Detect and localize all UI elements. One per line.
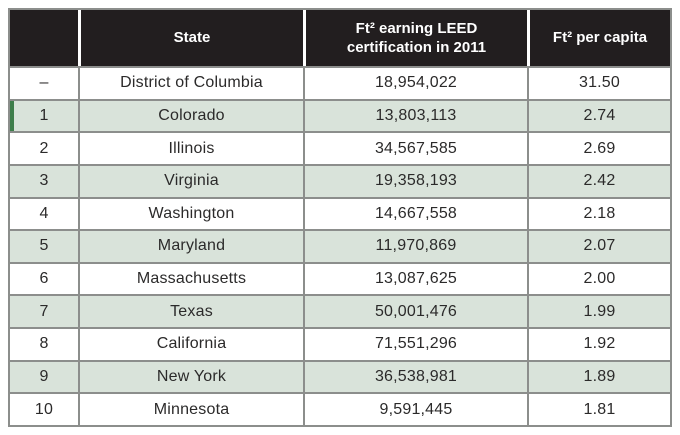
state-cell: District of Columbia <box>78 66 303 99</box>
per-capita-cell: 2.18 <box>527 197 670 230</box>
per-capita-cell: 1.99 <box>527 294 670 327</box>
per-capita-cell: 1.92 <box>527 327 670 360</box>
per-capita-cell: 2.74 <box>527 99 670 132</box>
rank-cell: 2 <box>10 131 78 164</box>
rank-cell: – <box>10 66 78 99</box>
per-capita-cell: 2.69 <box>527 131 670 164</box>
rank-cell: 9 <box>10 360 78 393</box>
state-cell: Maryland <box>78 229 303 262</box>
state-cell: Texas <box>78 294 303 327</box>
sqft-cell: 14,667,558 <box>303 197 527 230</box>
sqft-cell: 19,358,193 <box>303 164 527 197</box>
state-cell: Colorado <box>78 99 303 132</box>
state-cell: Virginia <box>78 164 303 197</box>
leed-certification-table <box>8 8 672 427</box>
rank-cell: 6 <box>10 262 78 295</box>
rank-cell: 5 <box>10 229 78 262</box>
state-cell: California <box>78 327 303 360</box>
rank-cell: 3 <box>10 164 78 197</box>
state-cell: Massachusetts <box>78 262 303 295</box>
header-state: State <box>78 10 303 66</box>
state-cell: Illinois <box>78 131 303 164</box>
rank-cell: 7 <box>10 294 78 327</box>
sqft-cell: 34,567,585 <box>303 131 527 164</box>
per-capita-cell: 31.50 <box>527 66 670 99</box>
rank-cell: 10 <box>10 392 78 425</box>
per-capita-cell: 2.00 <box>527 262 670 295</box>
sqft-cell: 13,087,625 <box>303 262 527 295</box>
sqft-cell: 50,001,476 <box>303 294 527 327</box>
per-capita-cell: 2.42 <box>527 164 670 197</box>
per-capita-cell: 2.07 <box>527 229 670 262</box>
sqft-cell: 9,591,445 <box>303 392 527 425</box>
sqft-cell: 18,954,022 <box>303 66 527 99</box>
header-sqft-leed: Ft² earning LEED certification in 2011 <box>303 10 527 66</box>
per-capita-cell: 1.81 <box>527 392 670 425</box>
rank-cell: 4 <box>10 197 78 230</box>
sqft-cell: 13,803,113 <box>303 99 527 132</box>
header-per-capita: Ft² per capita <box>527 10 670 66</box>
sqft-cell: 36,538,981 <box>303 360 527 393</box>
rank-cell: 8 <box>10 327 78 360</box>
state-cell: Washington <box>78 197 303 230</box>
rank-cell: 1 <box>10 99 78 132</box>
header-rank <box>10 10 78 66</box>
per-capita-cell: 1.89 <box>527 360 670 393</box>
sqft-cell: 71,551,296 <box>303 327 527 360</box>
state-cell: New York <box>78 360 303 393</box>
sqft-cell: 11,970,869 <box>303 229 527 262</box>
state-cell: Minnesota <box>78 392 303 425</box>
